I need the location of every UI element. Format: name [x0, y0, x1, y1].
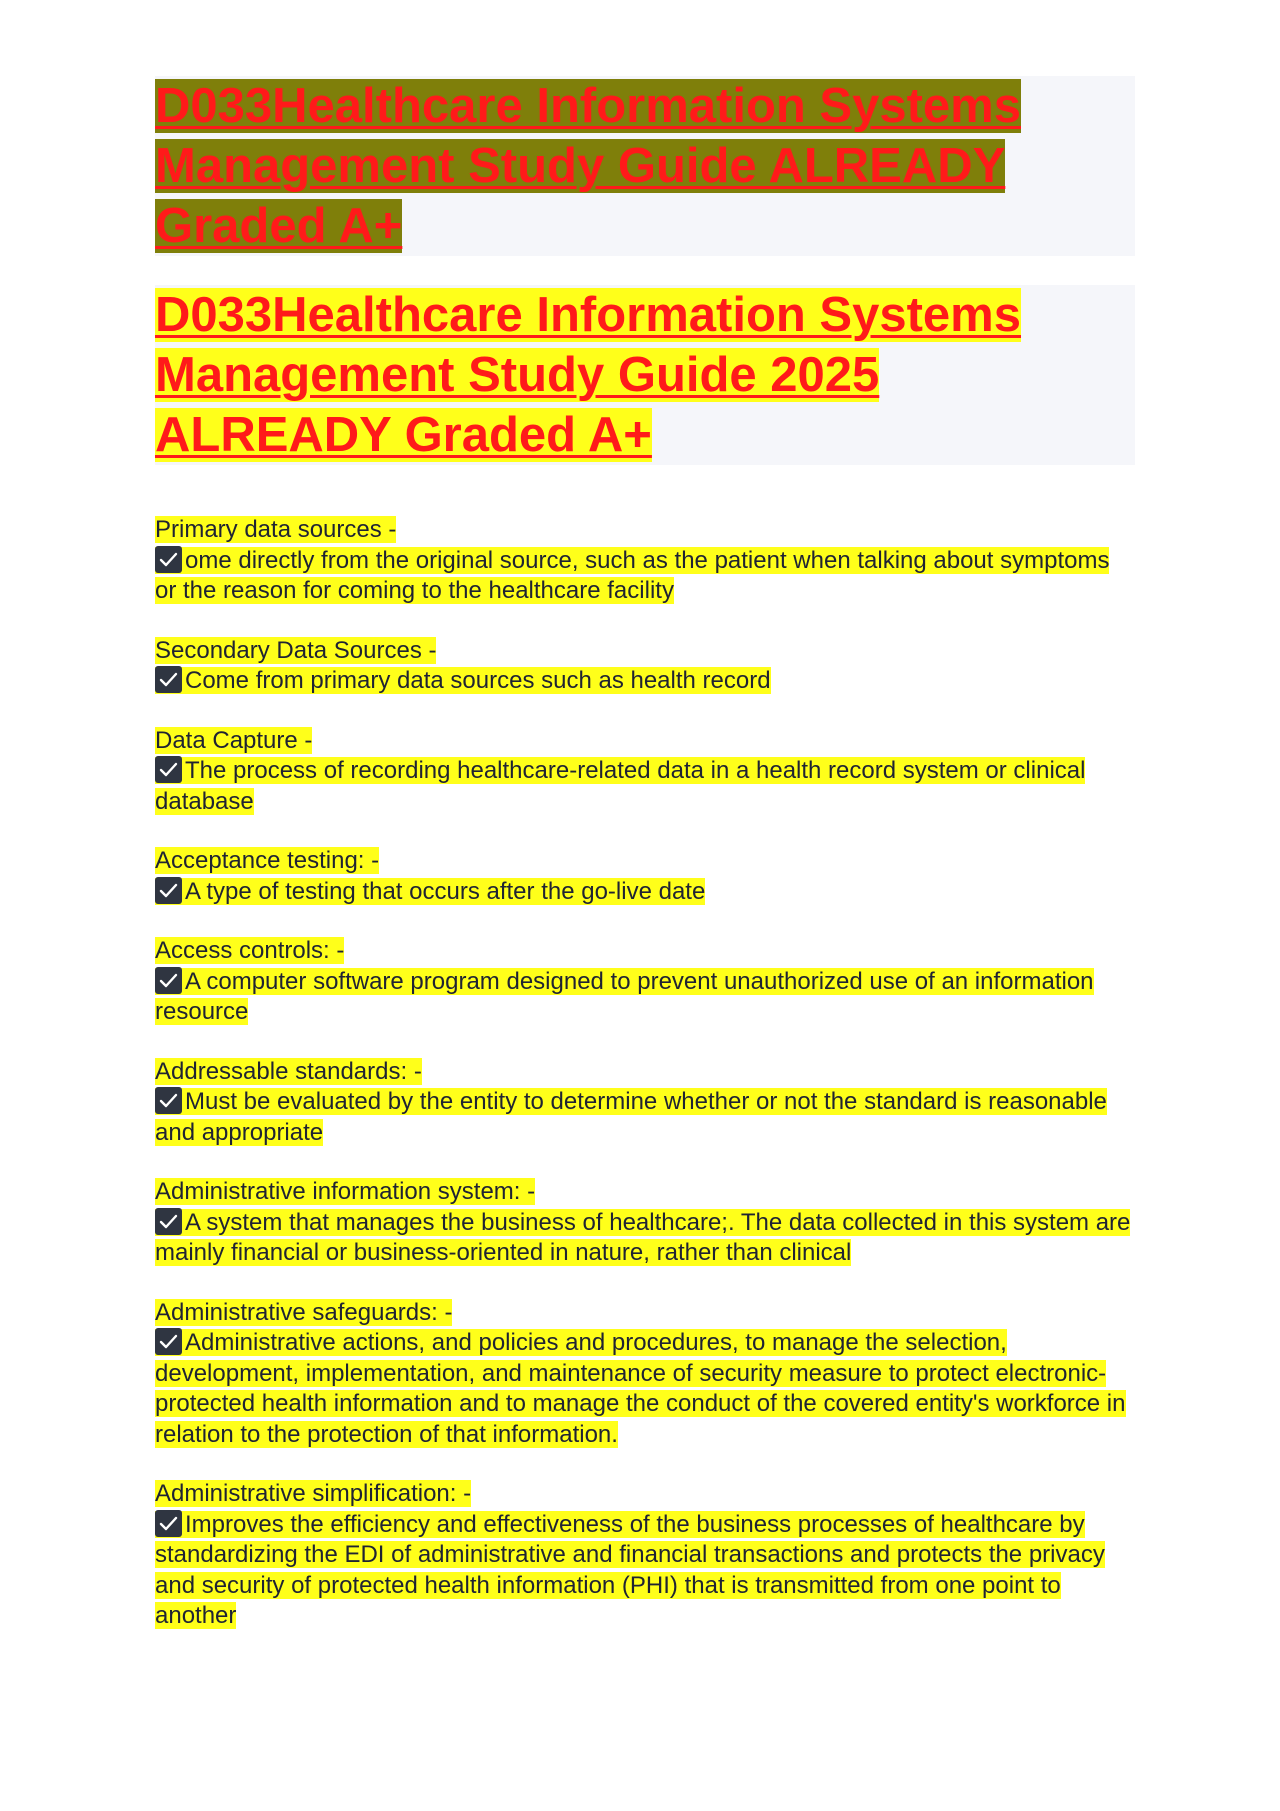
entry-definition: [155, 878, 705, 905]
entry-definition-line: [155, 1510, 1135, 1632]
entry-term-line: [155, 636, 1135, 667]
entry-definition-line: [155, 546, 1135, 607]
check-mark-icon: [155, 1510, 182, 1537]
study-entry: [155, 515, 1135, 607]
study-entry: [155, 936, 1135, 1028]
entry-definition-text: Administrative actions, and policies and procedures, to manage the selection, development, implementation, and maintenance of security measure to protect electronic-protected health information and to manage the conduct of the covered entity's workforce in relation to the protection of that information.: [155, 1329, 1126, 1448]
entry-definition-text: A type of testing that occurs after the go-live date: [185, 877, 706, 905]
entry-term: Administrative information system: -: [155, 1178, 536, 1205]
entry-term: Administrative simplification: -: [155, 1480, 472, 1507]
check-mark-icon: [155, 756, 182, 783]
entry-definition: [155, 968, 1094, 1026]
entry-definition: [155, 757, 1085, 815]
document-subtitle-text: D033Healthcare Information Systems Management Study Guide 2025 ALREADY Graded A+: [155, 288, 1021, 462]
entry-definition-line: [155, 1087, 1135, 1148]
document-subtitle: [155, 285, 1085, 465]
entry-definition-line: [155, 1208, 1135, 1269]
entry-term: Administrative safeguards: -: [155, 1298, 453, 1326]
entry-definition-line: [155, 967, 1135, 1028]
entry-definition: [155, 1209, 1130, 1267]
entry-definition: [155, 547, 1109, 605]
entry-term-line: [155, 846, 1135, 877]
entry-term: Acceptance testing: -: [155, 847, 380, 874]
entry-term: Primary data sources -: [155, 516, 397, 543]
entry-definition-text: Come from primary data sources such as health record: [185, 667, 771, 694]
check-mark-icon: [155, 1208, 182, 1235]
check-mark-icon: [155, 666, 182, 693]
entry-definition-line: [155, 666, 1135, 697]
entry-definition-text: Improves the efficiency and effectiveness of the business processes of healthcare by standardizing the EDI of administrative and financial transactions and protects the privacy and security of protected health information (PHI) that is transmitted from one point to another: [155, 1510, 1105, 1629]
entry-term: Access controls: -: [155, 937, 345, 964]
check-mark-icon: [155, 967, 182, 994]
entry-definition: [155, 1088, 1107, 1146]
document-page: [155, 76, 1135, 1661]
study-entry: [155, 1177, 1135, 1269]
entry-term-line: [155, 726, 1135, 757]
title-box-second: [155, 285, 1135, 465]
title-box-first: [155, 76, 1135, 256]
entry-definition-text: A system that manages the business of healthcare;. The data collected in this system are mainly financial or business-oriented in nature, rather than clinical: [155, 1208, 1131, 1266]
entry-term-line: [155, 1298, 1135, 1329]
study-entries-list: [155, 515, 1135, 1632]
study-entry: [155, 846, 1135, 907]
study-entry: [155, 1479, 1135, 1632]
entry-definition: [155, 667, 771, 694]
entry-definition: [155, 1329, 1126, 1448]
entry-term: Secondary Data Sources -: [155, 636, 437, 664]
study-entry: [155, 1057, 1135, 1149]
entry-definition-text: Must be evaluated by the entity to determine whether or not the standard is reasonable and appropriate: [155, 1088, 1107, 1146]
document-title: [155, 76, 1085, 256]
entry-definition-text: A computer software program designed to prevent unauthorized use of an information resource: [155, 967, 1094, 1025]
entry-term-line: [155, 1177, 1135, 1208]
entry-term-line: [155, 515, 1135, 546]
study-entry: [155, 1298, 1135, 1451]
entry-term-line: [155, 1479, 1135, 1510]
document-title-text: D033Healthcare Information Systems Management Study Guide ALREADY Graded A+: [155, 79, 1021, 253]
entry-definition-text: ome directly from the original source, such as the patient when talking about symptoms or the reason for coming to the healthcare facility: [155, 546, 1110, 604]
entry-term-line: [155, 1057, 1135, 1088]
check-mark-icon: [155, 877, 182, 904]
entry-definition-line: [155, 877, 1135, 908]
entry-term: Addressable standards: -: [155, 1057, 422, 1085]
check-mark-icon: [155, 546, 182, 573]
entry-term: Data Capture -: [155, 726, 313, 754]
study-entry: [155, 726, 1135, 818]
check-mark-icon: [155, 1328, 182, 1355]
study-entry: [155, 636, 1135, 697]
entry-definition-text: The process of recording healthcare-related data in a health record system or clinical database: [155, 757, 1086, 815]
check-mark-icon: [155, 1087, 182, 1114]
entry-term-line: [155, 936, 1135, 967]
entry-definition-line: [155, 1328, 1135, 1450]
entry-definition: [155, 1511, 1105, 1630]
entry-definition-line: [155, 756, 1135, 817]
